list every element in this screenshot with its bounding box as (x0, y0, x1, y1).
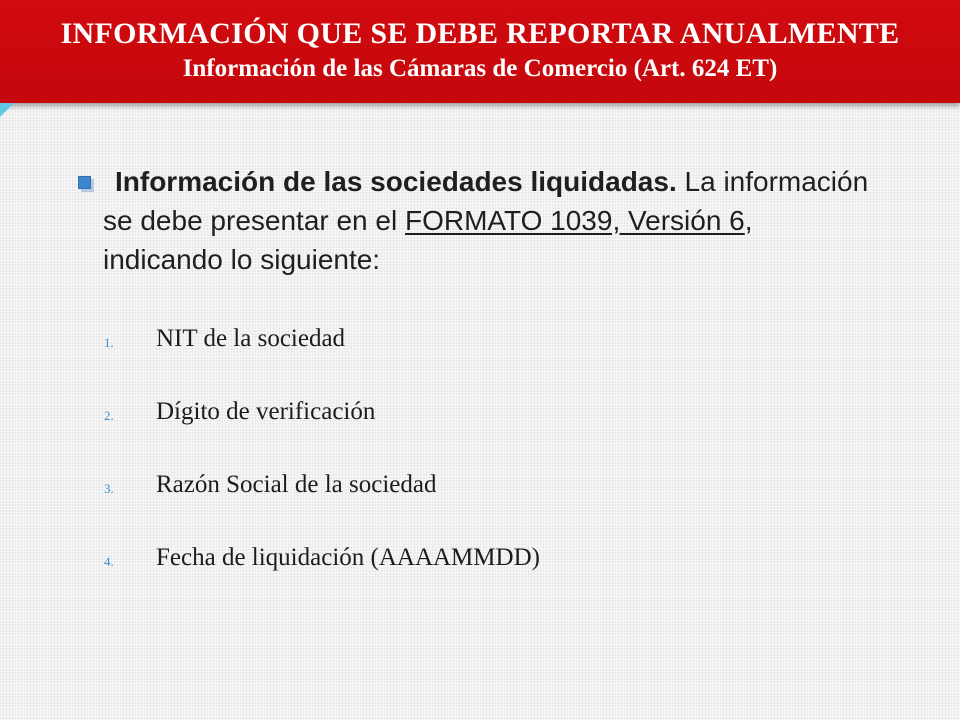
list-item-number: 3. (104, 481, 114, 496)
list-item (104, 320, 804, 358)
intro-text-2: , indicando lo siguiente: (103, 205, 753, 275)
intro-text-1: La información se debe presentar en el (103, 166, 869, 236)
list-item-number: 1. (104, 335, 114, 350)
list-item (104, 539, 804, 577)
list-item (104, 393, 804, 431)
list-item-label: Dígito de verificación (156, 398, 376, 425)
list-item-label: NIT de la sociedad (156, 325, 346, 352)
list-item-number: 2. (104, 408, 114, 423)
slide-subtitle: Información de las Cámaras de Comercio (Art. 624 ET) (182, 55, 778, 82)
corner-accent (0, 103, 14, 117)
list-item-label: Razón Social de la sociedad (156, 471, 437, 498)
intro-text (103, 162, 878, 279)
format-reference: FORMATO 1039, Versión 6 (404, 205, 745, 236)
intro-paragraph (78, 162, 878, 279)
slide-header (0, 0, 960, 103)
requirements-list (104, 320, 804, 612)
square-bullet-icon (78, 176, 91, 189)
slide-title: INFORMACIÓN QUE SE DEBE REPORTAR ANUALMENTE (60, 17, 900, 50)
intro-bold-text: Información de las sociedades liquidadas. (115, 166, 677, 197)
list-item-number: 4. (104, 554, 114, 569)
list-item-label: Fecha de liquidación (AAAAMMDD) (156, 544, 540, 571)
list-item (104, 466, 804, 504)
